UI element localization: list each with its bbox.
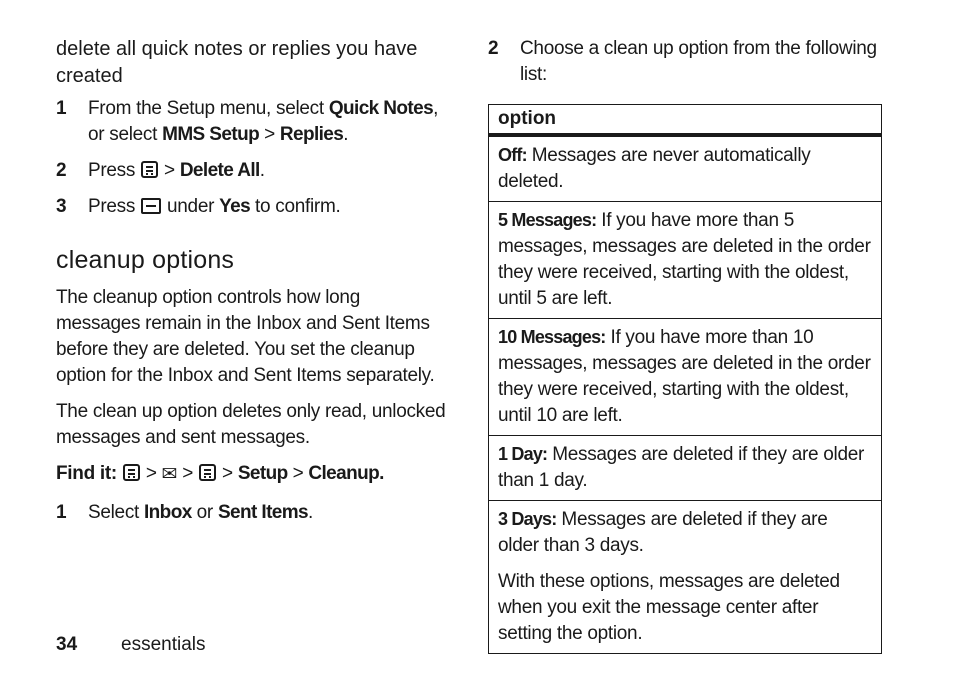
table-row: 10 Messages: If you have more than 10 messages, messages are deleted in the order they were received, starting with the oldest, until 10 are left.: [489, 319, 882, 436]
right-column: [488, 36, 882, 654]
page-number: 34: [56, 634, 78, 655]
message-icon: ✉: [161, 464, 178, 485]
menu-term-inbox: Inbox: [144, 502, 192, 523]
option-term: Off:: [498, 145, 527, 165]
step-text: Choose a clean up option from the following list:: [520, 38, 877, 85]
menu-term-setup: Setup: [237, 463, 288, 484]
step-text: Select Inbox or Sent Items.: [88, 502, 314, 523]
step-number: 1: [56, 98, 67, 119]
step-choose: [488, 36, 882, 88]
left-column: [56, 36, 448, 536]
menu-term-replies: Replies: [279, 124, 344, 145]
table-row: 5 Messages: If you have more than 5 messages, messages are deleted in the order they were received, starting with the oldest, until 5 are left.: [489, 202, 882, 319]
table-row: Off: Messages are never automatically deleted.: [489, 135, 882, 202]
page-footer: [56, 634, 206, 656]
step-number: 3: [56, 196, 67, 217]
find-it-path: Find it: > ✉ > > Setup > Cleanup.: [56, 463, 384, 485]
step-2: [56, 158, 448, 184]
menu-term-mms-setup: MMS Setup: [162, 124, 260, 145]
step-text: Press under Yes to confirm.: [88, 196, 341, 217]
step-select: [56, 500, 448, 526]
find-it-label: Find it:: [56, 463, 117, 484]
table-header: option: [489, 105, 882, 136]
step-text: Press > Delete All.: [88, 160, 265, 181]
table-note: With these options, messages are deleted when you exit the message center after setting the option.: [498, 571, 840, 644]
step-number: 1: [56, 502, 67, 523]
soft-key-icon: [141, 198, 161, 214]
intro-text: delete all quick notes or replies you have created: [56, 38, 418, 87]
step-1: [56, 96, 448, 148]
step-number: 2: [56, 160, 67, 181]
menu-key-icon: [123, 464, 140, 481]
option-term: 1 Day:: [498, 444, 548, 464]
table-row: 3 Days: Messages are deleted if they are older than 3 days. With these options, messages are deleted when you exit the message center after setting the option.: [489, 501, 882, 654]
table-row: 1 Day: Messages are deleted if they are older than 1 day.: [489, 436, 882, 501]
menu-key-icon: [199, 464, 216, 481]
step-text: From the Setup menu, select Quick Notes, or select MMS Setup > Replies.: [88, 98, 439, 145]
option-term: 3 Days:: [498, 509, 557, 529]
section-name: essentials: [121, 634, 206, 655]
section-heading: cleanup options: [56, 246, 235, 274]
option-term: 5 Messages:: [498, 210, 597, 230]
step-number: 2: [488, 38, 499, 59]
menu-term-cleanup: Cleanup.: [308, 463, 384, 484]
option-term: 10 Messages:: [498, 327, 606, 347]
menu-key-icon: [141, 161, 158, 178]
menu-term-yes: Yes: [219, 196, 251, 217]
paragraph-cleanup: The cleanup option controls how long messages remain in the Inbox and Sent Items before they are deleted. You set the cleanup option for the Inbox and Sent Items separately.: [56, 287, 435, 386]
step-3: [56, 194, 448, 220]
menu-term-quick-notes: Quick Notes: [328, 98, 434, 119]
options-table: [488, 104, 882, 654]
paragraph-deletes-only: The clean up option deletes only read, unlocked messages and sent messages.: [56, 401, 446, 448]
menu-term-sent-items: Sent Items: [217, 502, 309, 523]
menu-term-delete-all: Delete All: [179, 160, 260, 181]
